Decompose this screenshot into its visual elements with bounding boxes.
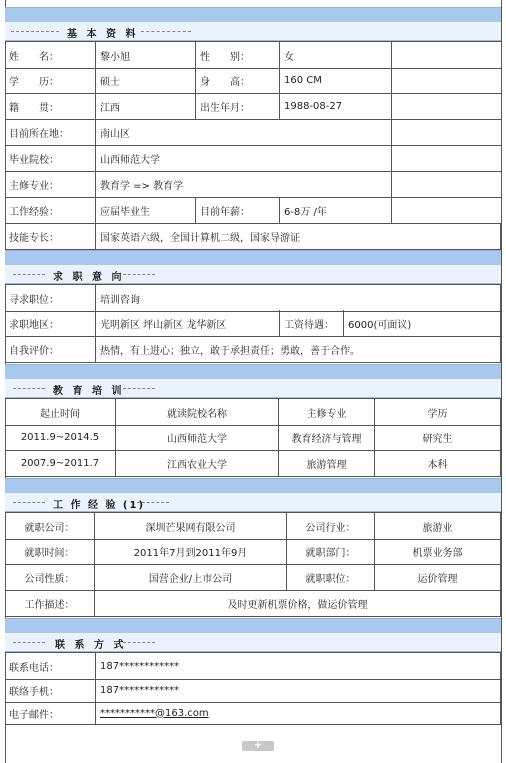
dash-line [13, 502, 45, 503]
work-row-time [5, 538, 501, 565]
salary-label: 目前年薪： [196, 197, 280, 223]
phone-value: 187************ [96, 653, 501, 679]
table-row [5, 450, 501, 477]
basic-row-skills [5, 223, 501, 250]
school-label: 毕业院校： [5, 145, 96, 171]
basic-row-school [5, 145, 501, 172]
industry-label: 公司行业： [287, 513, 375, 539]
email-link[interactable]: ***********@163.com [96, 702, 501, 724]
section-band [5, 364, 501, 379]
height-label: 身 高： [196, 67, 280, 93]
industry-value: 旅游业 [375, 513, 501, 539]
education-value: 硕士 [96, 67, 196, 93]
job-label: 寻求职位： [5, 285, 96, 311]
location-value: 南山区 [96, 119, 392, 145]
self-label: 自我评价： [5, 336, 96, 362]
company-value: 深圳芒果网有限公司 [95, 513, 287, 539]
skills-label: 技能专长： [5, 223, 96, 249]
desc-value: 及时更新机票价格，做运价管理 [95, 590, 501, 616]
location-label: 目前所在地： [5, 119, 96, 145]
dash-line [137, 502, 169, 503]
dash-line [11, 31, 59, 32]
edu-time: 2007.9~2011.7 [5, 450, 116, 476]
section-band [5, 7, 501, 22]
work-row-company [5, 512, 501, 540]
dash-line [13, 388, 45, 389]
company-label: 就职公司： [5, 513, 95, 539]
education-label: 学 历： [5, 67, 96, 93]
basic-row-origin [5, 93, 501, 120]
contact-section-header [5, 633, 501, 652]
edu-time: 2011.9~2014.5 [5, 424, 116, 450]
edu-degree: 研究生 [375, 424, 501, 450]
time-label: 就职时间： [5, 538, 95, 564]
dept-value: 机票业务部 [375, 538, 501, 564]
experience-value: 应届毕业生 [96, 197, 196, 223]
gender-label: 性 别： [196, 42, 280, 68]
position-label: 就职职位： [287, 564, 375, 590]
work-row-desc [5, 590, 501, 617]
basic-section-header [5, 22, 501, 41]
section-band [5, 618, 501, 633]
edu-header-major: 主修专业 [279, 399, 375, 425]
self-value: 热情，有上进心；独立，敢于承担责任；勇敢，善于合作。 [96, 336, 501, 362]
mobile-label: 联络手机： [5, 678, 96, 702]
name-value: 黎小旭 [96, 42, 196, 68]
contact-row-phone [5, 652, 501, 680]
name-label: 姓 名： [5, 42, 96, 68]
table-row [5, 424, 501, 451]
basic-row-name [5, 41, 501, 69]
desc-label: 工作描述： [5, 590, 95, 616]
school-value: 山西师范大学 [96, 145, 392, 171]
intent-section-header [5, 265, 501, 284]
edu-section-header [5, 379, 501, 398]
experience-label: 工作经验： [5, 197, 96, 223]
origin-label: 籍 贯： [5, 93, 96, 119]
time-value: 2011年7月到2011年9月 [95, 538, 287, 564]
edu-header-degree: 学历 [375, 399, 501, 425]
email-label: 电子邮件： [5, 702, 96, 724]
contact-row-email [5, 702, 501, 725]
add-page-button[interactable]: + [242, 741, 274, 751]
birth-label: 出生年月： [196, 93, 280, 119]
skills-value: 国家英语六级，全国计算机二级，国家导游证 [96, 223, 501, 249]
basic-section-title: 基 本 资 料 [67, 29, 139, 40]
area-value: 光明新区 坪山新区 龙华新区 [96, 310, 280, 336]
intent-row-area [5, 310, 501, 337]
job-value: 培训咨询 [96, 285, 501, 311]
intent-row-self [5, 336, 501, 363]
work-row-nature [5, 564, 501, 591]
edu-degree: 本科 [375, 450, 501, 476]
contact-row-mobile [5, 678, 501, 703]
nature-label: 公司性质： [5, 564, 95, 590]
page-right-border [501, 0, 502, 763]
area-label: 求职地区： [5, 310, 96, 336]
pay-value: 6000(可面议) [344, 310, 501, 336]
height-value: 160 CM [280, 67, 392, 93]
dash-line [123, 274, 155, 275]
birth-value: 1988-08-27 [280, 93, 392, 119]
edu-section-title: 教 育 培 训 [53, 386, 125, 397]
salary-value: 6-8万 /年 [280, 197, 392, 223]
intent-section-title: 求 职 意 向 [53, 272, 125, 283]
resume-document [5, 0, 501, 763]
intent-row-job [5, 284, 501, 312]
basic-row-location [5, 119, 501, 146]
edu-header-row [5, 398, 501, 426]
dash-line [13, 274, 45, 275]
position-value: 运价管理 [375, 564, 501, 590]
dash-line [123, 388, 155, 389]
basic-row-experience [5, 197, 501, 224]
origin-value: 江西 [96, 93, 196, 119]
major-value: 教育学 => 教育学 [96, 171, 392, 197]
edu-header-school: 就读院校名称 [116, 399, 279, 425]
dash-line [13, 642, 45, 643]
gender-value: 女 [280, 42, 392, 68]
nature-value: 国营企业/上市公司 [95, 564, 287, 590]
dash-line [141, 31, 191, 32]
basic-row-major [5, 171, 501, 198]
work-section-header [5, 493, 501, 512]
edu-school: 山西师范大学 [116, 424, 279, 450]
section-band [5, 478, 501, 493]
contact-section-title: 联 系 方 式 [55, 640, 127, 651]
edu-school: 江西农业大学 [116, 450, 279, 476]
basic-row-education [5, 67, 501, 94]
edu-major: 旅游管理 [279, 450, 375, 476]
dash-line [123, 642, 155, 643]
dept-label: 就职部门： [287, 538, 375, 564]
work-section-title: 工 作 经 验 (1) [53, 500, 146, 511]
pay-label: 工资待遇： [280, 310, 344, 336]
mobile-value: 187************ [96, 678, 501, 702]
edu-header-time: 起止时间 [5, 399, 116, 425]
phone-label: 联系电话： [5, 653, 96, 679]
edu-major: 教育经济与管理 [279, 424, 375, 450]
section-band [5, 250, 501, 265]
major-label: 主修专业： [5, 171, 96, 197]
